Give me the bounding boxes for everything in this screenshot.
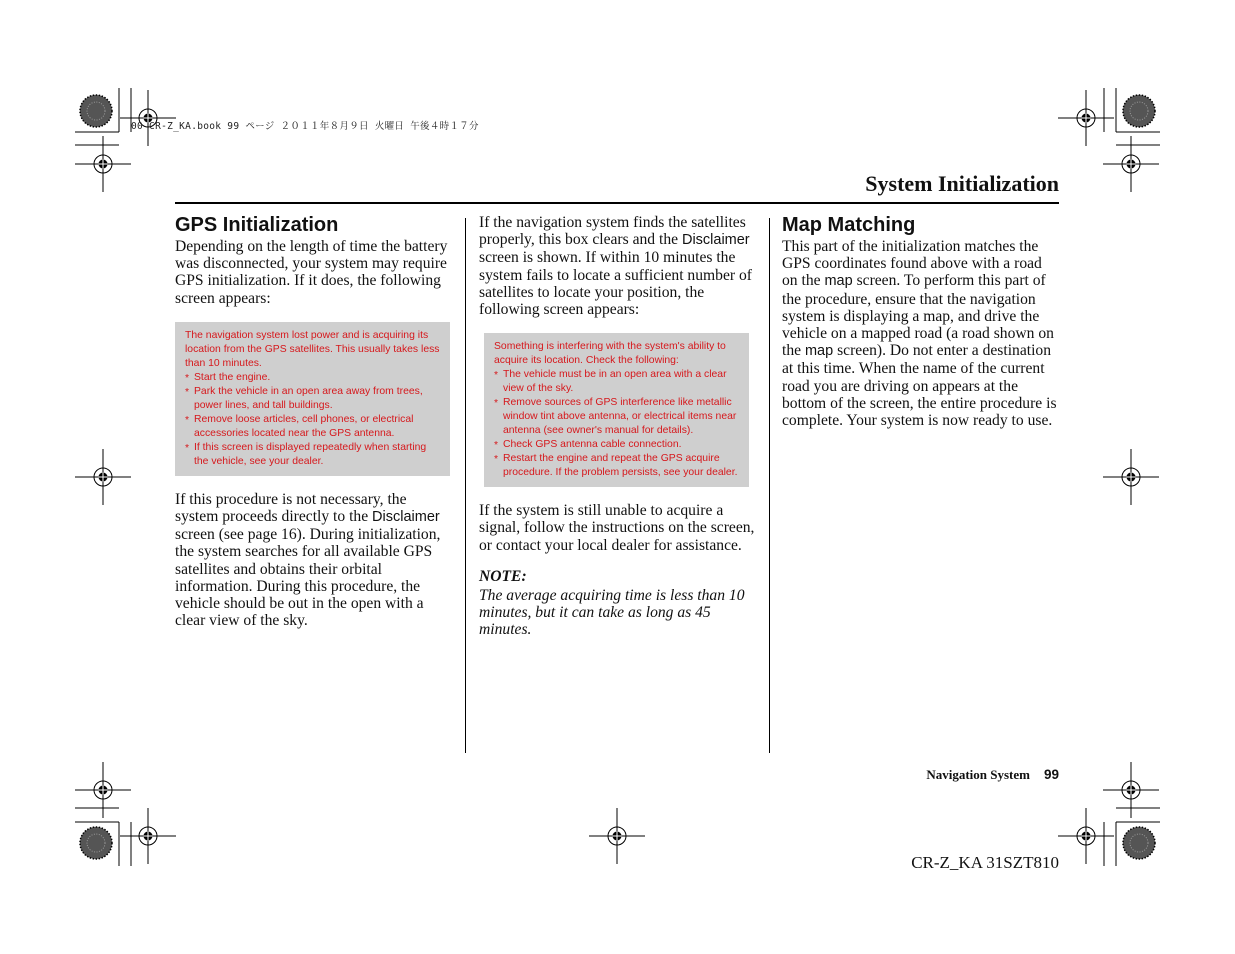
screen-bullet-list — [185, 371, 442, 469]
color-target-bottom-right — [1123, 827, 1155, 859]
footer-section — [926, 767, 1059, 783]
registration-mark — [1103, 449, 1159, 505]
screen-bullet: * Remove loose articles, cell phones, or electrical accessories located near the GPS antenna. — [185, 413, 442, 441]
gps-power-lost-screen — [175, 322, 450, 476]
column-divider — [769, 218, 770, 753]
registration-mark — [1058, 808, 1114, 864]
registration-mark — [589, 808, 645, 864]
column-map-matching — [782, 214, 1060, 429]
heading-map-matching: Map Matching — [782, 214, 916, 236]
column-divider — [465, 218, 466, 753]
gps-interference-screen — [484, 333, 749, 487]
screen-bullet: * The vehicle must be in an open area with a clear view of the sky. — [494, 368, 741, 396]
column-gps-initialization — [175, 214, 450, 629]
still-unable-paragraph: If the system is still unable to acquire a signal, follow the instructions on the screen, or contact your local dealer for assistance. — [479, 502, 755, 554]
screen-bullet: * Check GPS antenna cable connection. — [494, 438, 741, 452]
column-gps-continued — [479, 214, 757, 639]
satellites-paragraph: If the navigation system finds the satellites properly, this box clears and the Disclaimer screen is shown. If within 10 minutes the system fails to locate a sufficient number of satellites to locate your position, the following screen appears: — [479, 214, 752, 319]
screen-message: The navigation system lost power and is acquiring its location from the GPS satellites. This usually takes less than 10 minutes. — [185, 329, 440, 369]
registration-mark — [1103, 762, 1159, 818]
heading-gps-initialization: GPS Initialization — [175, 214, 339, 236]
screen-bullet: * Restart the engine and repeat the GPS acquire procedure. If the problem persists, see your dealer. — [494, 452, 741, 480]
footer-section-name: Navigation System — [926, 767, 1030, 782]
screen-bullet: * If this screen is displayed repeatedly when starting the vehicle, see your dealer. — [185, 441, 442, 469]
screen-bullet-list — [494, 368, 741, 480]
title-rule — [175, 202, 1059, 204]
screen-bullet: * Remove sources of GPS interference like metallic window tint above antenna, or electrical items near antenna (see owner's manual for details). — [494, 396, 741, 438]
book-info-header: 00 CR-Z_KA.book 99 ページ ２０１１年８月９日 火曜日 午後４時１７分 — [131, 121, 479, 132]
gps-procedure-paragraph: If this procedure is not necessary, the system proceeds directly to the Disclaimer screen (see page 16). During initialization, the system searches for all available GPS satellites and obtains their orbital information. During this procedure, the vehicle should be out in the open with a clear view of the sky. — [175, 490, 441, 630]
registration-mark — [75, 136, 131, 192]
registration-mark — [1058, 90, 1114, 146]
registration-mark — [75, 449, 131, 505]
map-screen-ref: map — [804, 343, 834, 360]
screen-message: Something is interfering with the system's ability to acquire its location. Check the following: — [494, 341, 726, 367]
map-screen-ref: map — [824, 273, 853, 290]
gps-intro-paragraph: Depending on the length of time the battery was disconnected, your system may require GPS initialization. If it does, the following screen appears: — [175, 238, 448, 307]
registration-mark — [120, 808, 176, 864]
registration-mark — [1103, 136, 1159, 192]
note-text: The average acquiring time is less than 10 minutes, but it can take as long as 45 minutes. — [479, 587, 745, 639]
disclaimer-screen-ref: Disclaimer — [372, 509, 440, 526]
page-number: 99 — [1043, 767, 1059, 782]
disclaimer-screen-ref: Disclaimer — [681, 232, 750, 249]
section-title: System Initialization — [865, 171, 1059, 196]
screen-bullet: * Park the vehicle in an open area away from trees, power lines, and tall buildings. — [185, 385, 442, 413]
color-target-top-left — [80, 95, 112, 127]
registration-mark — [75, 762, 131, 818]
color-target-bottom-left — [80, 827, 112, 859]
map-matching-paragraph: This part of the initialization matches the GPS coordinates found above with a road on the map screen. To perform this part of the procedure, ensure that the navigation system is displaying a map, and drive the vehicle on a mapped road (a road shown on the map screen). Do not enter a destination at this time. When the name of the current road you are driving on appears at the bottom of the screen, the entire procedure is complete. Your system is now ready to use. — [782, 238, 1057, 430]
color-target-top-right — [1123, 95, 1155, 127]
document-code: CR-Z_KA 31SZT810 — [911, 853, 1059, 872]
screen-bullet: * Start the engine. — [185, 371, 442, 385]
note-label: NOTE: — [479, 567, 527, 585]
